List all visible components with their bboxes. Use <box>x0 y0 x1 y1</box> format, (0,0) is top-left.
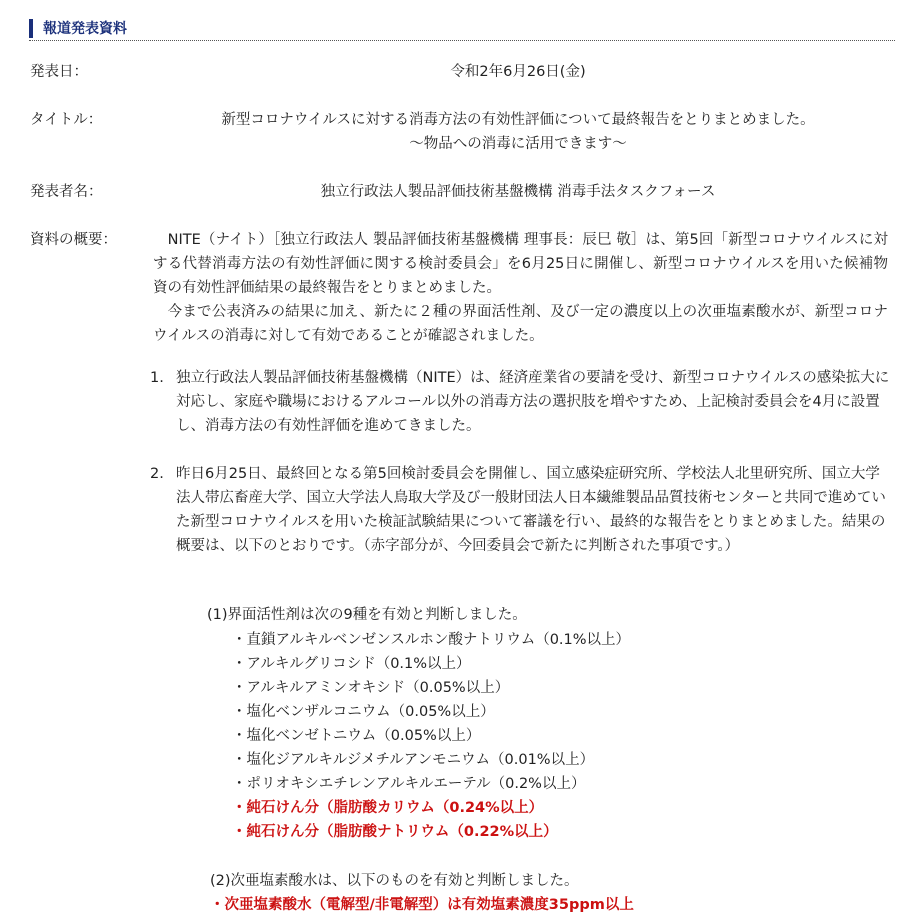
hypochlorous-heading: (2)次亜塩素酸水は、以下のものを有効と判断しました。 <box>210 873 579 889</box>
header-accent-bar <box>29 19 33 38</box>
title-line2: 〜物品への消毒に活用できます〜 <box>409 136 627 152</box>
title-label: タイトル： <box>30 112 103 128</box>
surfactant-item: ・直鎖アルキルベンゼンスルホン酸ナトリウム（0.1%以上） <box>232 632 631 648</box>
overview-label: 資料の概要： <box>30 232 117 248</box>
surfactant-item: ・アルキルアミンオキシド（0.05%以上） <box>232 680 510 696</box>
overview-paragraph-2: 今まで公表済みの結果に加え、新たに２種の界面活性剤、及び一定の濃度以上の次亜塩素酸水が、新型コロナウイルスの消毒に対して有効であることが確認されました。 <box>153 304 888 344</box>
date-label: 発表日： <box>30 64 88 80</box>
header-title: 報道発表資料 <box>43 21 127 37</box>
overview-paragraph-1: NITE（ナイト）［独立行政法人 製品評価技術基盤機構 理事長：辰巳 敬］は、第5回「新型コロナウイルスに対する代替消毒方法の有効性評価に関する検討委員会」を6月25日に開催し、新型コロナウイルスを用いた候補物資の有効性評価結果の最終報告をとりまとめました。 <box>153 232 888 296</box>
surfactant-item-new: ・純石けん分（脂肪酸ナトリウム（0.22%以上） <box>232 824 558 840</box>
item-text: 昨日6月25日、最終回となる第5回検討委員会を開催し、国立感染症研究所、学校法人北里研究所、国立大学法人帯広畜産大学、国立大学法人鳥取大学及び一般財団法人日本繊維製品品質技術センターと共同で進めていた新型コロナウイルスを用いた検証試験結果について審議を行い、最終的な報告をとりまとめました。結果の概要は、以下のとおりです。（赤字部分が、今回委員会で新たに判断された事項です。） <box>176 466 886 554</box>
surfactant-item: ・塩化ジアルキルジメチルアンモニウム（0.01%以上） <box>232 752 595 768</box>
surfactant-item: ・塩化ベンザルコニウム（0.05%以上） <box>232 704 495 720</box>
surfactant-item: ・塩化ベンゼトニウム（0.05%以上） <box>232 728 481 744</box>
hypochlorous-item-new: ・次亜塩素酸水（電解型/非電解型）は有効塩素濃度35ppm以上 <box>210 897 634 913</box>
surfactant-item-new: ・純石けん分（脂肪酸カリウム（0.24%以上） <box>232 800 544 816</box>
item-number: 2. <box>150 466 164 482</box>
surfactant-item: ・アルキルグリコシド（0.1%以上） <box>232 656 471 672</box>
surfactant-item: ・ポリオキシエチレンアルキルエーテル（0.2%以上） <box>232 776 586 792</box>
item-number: 1. <box>150 370 164 386</box>
surfactant-heading: (1)界面活性剤は次の9種を有効と判断しました。 <box>207 607 527 623</box>
date-value: 令和2年6月26日(金) <box>450 64 586 80</box>
presenter-value: 独立行政法人製品評価技術基盤機構 消毒手法タスクフォース <box>320 184 716 200</box>
presenter-label: 発表者名： <box>30 184 103 200</box>
title-line1: 新型コロナウイルスに対する消毒方法の有効性評価について最終報告をとりまとめました。 <box>221 112 815 128</box>
item-text: 独立行政法人製品評価技術基盤機構（NITE）は、経済産業省の要請を受け、新型コロナウイルスの感染拡大に対応し、家庭や職場におけるアルコール以外の消毒方法の選択肢を増やすため、上記検討委員会を4月に設置し、消毒方法の有効性評価を進めてきました。 <box>176 370 890 434</box>
section-header <box>29 14 895 41</box>
